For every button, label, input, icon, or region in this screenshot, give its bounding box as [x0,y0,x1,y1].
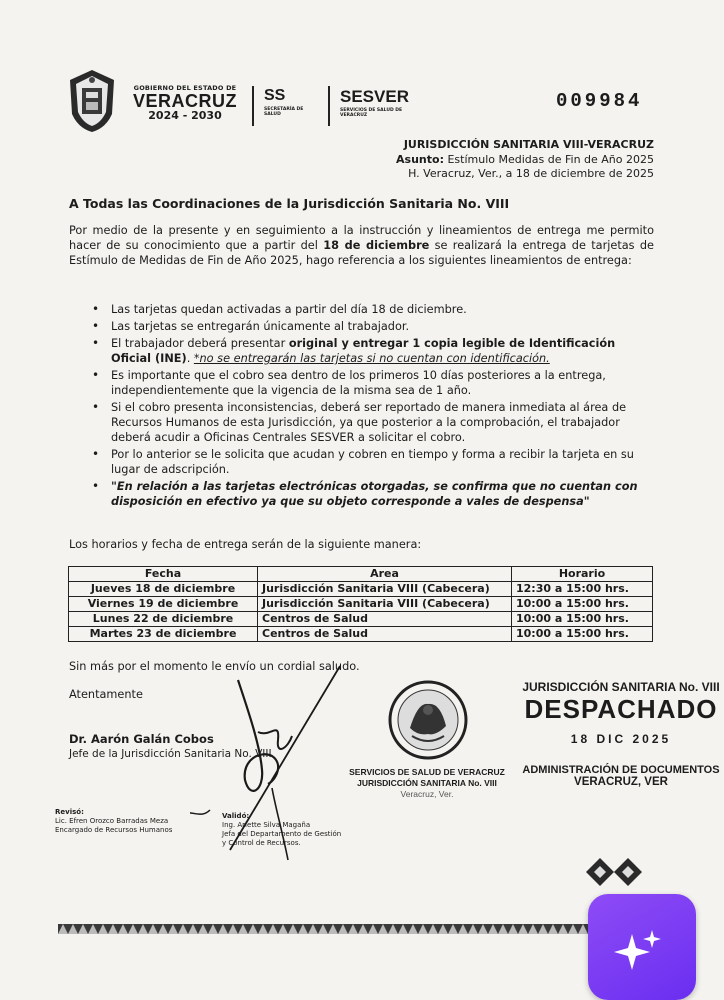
intro-part1: Por medio de la presente y en seguimiento a la instrucción y lineamientos de entrega me permito hacer de su conocimiento que a partir del [69,224,654,252]
subject-text: Estímulo Medidas de Fin de Año 2025 [447,152,654,166]
cell-area: Jurisdicción Sanitaria VIII (Cabecera) [258,582,512,597]
regards-line: Atentamente [69,688,143,701]
bullet-text: El trabajador deberá presentar [111,337,289,350]
ai-sparkle-button[interactable] [588,894,696,1000]
table-row [69,612,653,627]
schedule-intro: Los horarios y fecha de entrega serán de la siguiente manera: [69,538,422,551]
list-item: • Es importante que el cobro sea dentro de los primeros 10 días posteriores a la entrega, independientemente que la vigencia de la misma sea de 1 año. [92,368,606,397]
table-header-row [69,567,653,582]
col-header-area: Area [258,567,512,582]
signer-name: Dr. Aarón Galán Cobos [69,732,214,746]
bullet-text: Las tarjetas quedan activadas a partir del día 18 de diciembre. [111,303,467,316]
bullet-text: Es importante que el cobro sea dentro de los primeros 10 días posteriores a la entrega, independientemente que la vigencia de la misma sea de 1 año. [111,369,606,397]
divider [328,86,330,126]
stamp-line-1: JURISDICCIÓN SANITARIA No. VIII [522,680,720,694]
bullet-text: Si el cobro presenta inconsistencias, deberá ser reportado de manera inmediata al área de Recursos Humanos de esta Jurisdicción, ya que posterior a la comprobación, el trabajador deberá acudir a Oficinas Centrales SESVER a solicitar el cobro. [111,401,627,444]
cell-date: Lunes 22 de diciembre [69,612,258,627]
table-row [69,597,653,612]
sparkle-icon [608,922,676,976]
signer-role: Jefe de la Jurisdicción Sanitaria No. VIII [69,748,272,760]
ss-brand [264,88,304,117]
intro-paragraph [69,223,654,268]
review-role: Encargado de Recursos Humanos [55,826,173,834]
table-row [69,627,653,642]
gov-line: GOBIERNO DEL ESTADO DE [133,84,237,92]
cell-time: 10:00 a 15:00 hrs. [512,597,653,612]
sesver-subtitle: SERVICIOS DE SALUD DE VERACRUZ [340,108,403,118]
bullet-underlined: *no se entregarán las tarjetas si no cuentan con identificación. [193,352,550,365]
list-item: • Si el cobro presenta inconsistencias, deberá ser reportado de manera inmediata al área de Recursos Humanos de esta Jurisdicción, ya que posterior a la comprobación, el trabajador deberá acudir a Oficinas Centrales SESVER a solicitar el cobro. [92,400,627,444]
validate-label: Validó: [222,812,250,820]
validate-name: Ing. Arlette Silva Magaña [222,821,311,829]
stamp-line-2: DESPACHADO [524,694,718,724]
folio-number: 009984 [556,90,643,112]
document-meta [396,138,654,182]
divider [252,86,254,126]
bullet-emphasis: "En relación a las tarjetas electrónicas otorgadas, se confirma que no cuentan con disposición en efectivo ya que su objeto corresponde a vales de despensa" [111,480,638,508]
intro-bold: 18 de diciembre [323,239,430,252]
guidelines-list [92,302,656,511]
gov-years: 2024 - 2030 [148,109,222,122]
seal-caption [342,767,512,800]
cell-time: 12:30 a 15:00 hrs. [512,582,653,597]
bullet-text: . [186,352,194,365]
place-date: H. Veracruz, Ver., a 18 de diciembre de 2025 [408,167,654,180]
list-item: • Las tarjetas se entregarán únicamente al trabajador. [92,319,410,333]
stamp-line-4: ADMINISTRACIÓN DE DOCUMENTOS [522,764,720,776]
official-seal-icon [388,680,468,760]
ss-logo-text: SS [264,87,286,104]
bullet-bold: original y entregar 1 copia legible de Identificación Oficial (INE) [111,337,616,365]
stamp-line-5: VERACRUZ, VER [574,776,668,788]
coat-of-arms-icon [66,68,118,134]
list-item: • El trabajador deberá presentar original y entregar 1 copia legible de Identificación Oficial (INE). *no se entregarán las tarjetas si no cuentan con identificación. [92,336,616,365]
review-label: Revisó: [55,808,84,816]
seal-line-2: JURISDICCIÓN SANITARIA No. VIII [357,778,497,788]
intro-part2: se realizará la entrega de tarjetas de Estímulo de Medidas de Fin de Año 2025, hago referencia a los siguientes lineamientos de entrega: [69,239,654,267]
review-name: Lic. Efren Orozco Barradas Meza [55,817,169,825]
sesver-brand [340,88,410,118]
sesver-logo-text: SESVER [340,87,409,106]
cell-area: Jurisdicción Sanitaria VIII (Cabecera) [258,597,512,612]
bullet-text: Por lo anterior se le solicita que acudan y cobren en tiempo y forma a recibir la tarjeta en su lugar de adscripción. [111,448,634,476]
cell-date: Jueves 18 de diciembre [69,582,258,597]
cell-time: 10:00 a 15:00 hrs. [512,612,653,627]
cell-area: Centros de Salud [258,627,512,642]
reviewed-by [55,808,172,835]
cell-date: Martes 23 de diciembre [69,627,258,642]
table-row [69,582,653,597]
ss-subtitle: SECRETARÍA DE SALUD [264,107,304,117]
stamp-date: 18 DIC 2025 [570,732,672,746]
cell-time: 10:00 a 15:00 hrs. [512,627,653,642]
footer-pattern [58,924,598,934]
bullet-text: Las tarjetas se entregarán únicamente al trabajador. [111,320,410,333]
gov-state: VERACRUZ [132,91,237,111]
list-item: • Por lo anterior se le solicita que acudan y cobren en tiempo y forma a recibir la tarjeta en su lugar de adscripción. [92,447,634,476]
subject-line [396,153,654,168]
cell-date: Viernes 19 de diciembre [69,597,258,612]
validate-role-1: Jefa del Departamento de Gestión [222,830,342,838]
col-header-time: Horario [512,567,653,582]
subject-label: Asunto: [396,152,444,166]
seal-line-3: Veracruz, Ver. [400,789,454,799]
schedule-table [68,566,653,642]
addressee-title: A Todas las Coordinaciones de la Jurisdicción Sanitaria No. VIII [69,196,510,211]
list-item: • "En relación a las tarjetas electrónicas otorgadas, se confirma que no cuentan con disposición en efectivo ya que su objeto corresponde a vales de despensa" [92,479,638,508]
jurisdiction-heading: JURISDICCIÓN SANITARIA VIII-VERACRUZ [403,138,654,151]
validate-role-2: y Control de Recursos. [222,839,301,847]
cell-area: Centros de Salud [258,612,512,627]
dispatched-stamp [516,680,724,788]
corner-logo-icon [584,852,644,892]
col-header-date: Fecha [69,567,258,582]
closing-line: Sin más por el momento le envío un cordial saludo. [69,660,360,673]
seal-line-1: SERVICIOS DE SALUD DE VERACRUZ [349,767,505,777]
government-brand [130,84,240,122]
list-item: • Las tarjetas quedan activadas a partir del día 18 de diciembre. [92,302,467,316]
